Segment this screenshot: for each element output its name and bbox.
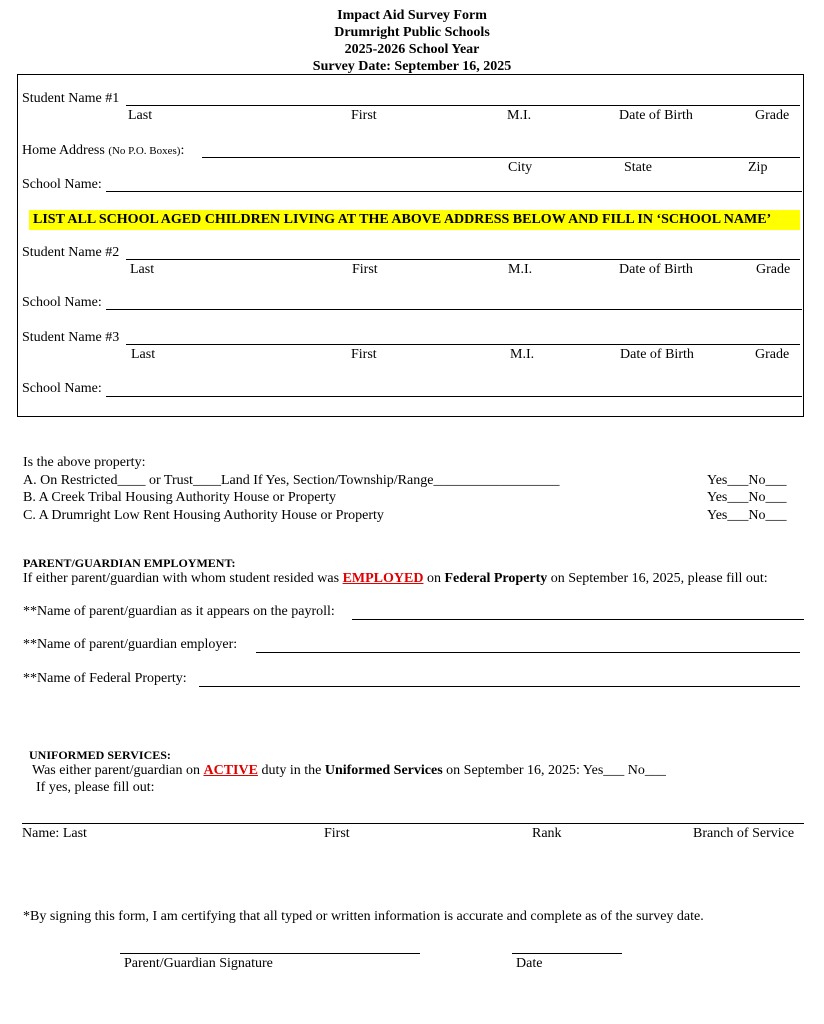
student1-col-grade: Grade [755,108,790,123]
employer-line[interactable] [256,652,800,653]
uniformed-col-rank: Rank [532,826,562,841]
student1-school-label: School Name: [22,177,102,192]
property-option-c: C. A Drumright Low Rent Housing Authority House or Property [23,508,384,523]
employed-emphasis: EMPLOYED [342,571,424,586]
student1-col-mi: M.I. [507,108,532,123]
property-option-b: B. A Creek Tribal Housing Authority House or Property [23,490,337,505]
student2-label: Student Name #2 [22,245,120,260]
uniformed-ifyes: If yes, please fill out: [36,780,155,795]
student1-school-line[interactable] [106,191,802,192]
signature-line[interactable] [120,953,420,954]
address-col-state: State [624,160,652,175]
property-question: Is the above property: [23,455,146,470]
federal-property-line[interactable] [199,686,800,687]
uniformed-col-first: First [324,826,350,841]
student3-col-last: Last [131,347,156,362]
student3-school-line[interactable] [106,396,802,397]
student1-col-dob: Date of Birth [619,108,693,123]
date-label: Date [516,956,543,971]
student2-col-grade: Grade [756,262,791,277]
student2-school-line[interactable] [106,309,802,310]
uniformed-question: Was either parent/guardian on ACTIVE duty in the Uniformed Services on September 16, 2025: Yes___ No___ [32,763,666,778]
uniformed-col-branch: Branch of Service [693,826,795,841]
student3-col-mi: M.I. [510,347,535,362]
student3-col-first: First [351,347,377,362]
property-a-yesno[interactable]: Yes___No___ [707,473,787,488]
employer-label: **Name of parent/guardian employer: [23,637,238,652]
certification-statement: *By signing this form, I am certifying that all typed or written information is accurate and complete as of the survey date. [23,909,704,924]
address-col-city: City [508,160,533,175]
uniformed-services-bold: Uniformed Services [324,763,443,778]
employment-heading: PARENT/GUARDIAN EMPLOYMENT: [23,556,236,570]
property-b-yesno[interactable]: Yes___No___ [707,490,787,505]
student3-label: Student Name #3 [22,330,120,345]
student1-name-line[interactable] [126,105,800,106]
property-c-yesno[interactable]: Yes___No___ [707,508,787,523]
instruction-banner-text: LIST ALL SCHOOL AGED CHILDREN LIVING AT THE ABOVE ADDRESS BELOW AND FILL IN ‘SCHOOL NAME’ [33,212,772,227]
student2-col-dob: Date of Birth [619,262,693,277]
uniformed-col-name: Name: Last [22,826,87,841]
employment-instruction: If either parent/guardian with whom student resided was EMPLOYED on Federal Property on September 16, 2025, please fill out: [23,571,768,586]
property-option-a: A. On Restricted____ or Trust____Land If Yes, Section/Township/Range__________________ [23,473,560,488]
address-note: (No P.O. Boxes) [108,145,181,157]
student1-label: Student Name #1 [22,91,120,106]
student2-col-first: First [352,262,378,277]
student3-col-dob: Date of Birth [620,347,694,362]
student1-col-last: Last [128,108,153,123]
student3-name-line[interactable] [126,344,800,345]
payroll-name-label: **Name of parent/guardian as it appears on the payroll: [23,604,335,619]
student2-col-mi: M.I. [508,262,533,277]
student1-col-first: First [351,108,377,123]
uniformed-info-line[interactable] [22,823,804,824]
form-title: Impact Aid Survey Form [337,8,487,23]
federal-property-bold: Federal Property [444,571,548,586]
address-col-zip: Zip [748,160,768,175]
home-address-label: Home Address (No P.O. Boxes): [22,143,185,158]
student-info-box [17,74,804,417]
signature-label: Parent/Guardian Signature [124,956,273,971]
active-emphasis: ACTIVE [203,763,258,778]
student3-col-grade: Grade [755,347,790,362]
student2-col-last: Last [130,262,155,277]
student3-school-label: School Name: [22,381,102,396]
district-name: Drumright Public Schools [334,25,490,40]
federal-property-label: **Name of Federal Property: [23,671,187,686]
school-year: 2025-2026 School Year [344,42,480,57]
survey-date: Survey Date: September 16, 2025 [312,59,512,74]
uniformed-heading: UNIFORMED SERVICES: [29,748,171,762]
home-address-line[interactable] [202,157,800,158]
payroll-name-line[interactable] [352,619,804,620]
date-line[interactable] [512,953,622,954]
student2-school-label: School Name: [22,295,102,310]
student2-name-line[interactable] [126,259,800,260]
